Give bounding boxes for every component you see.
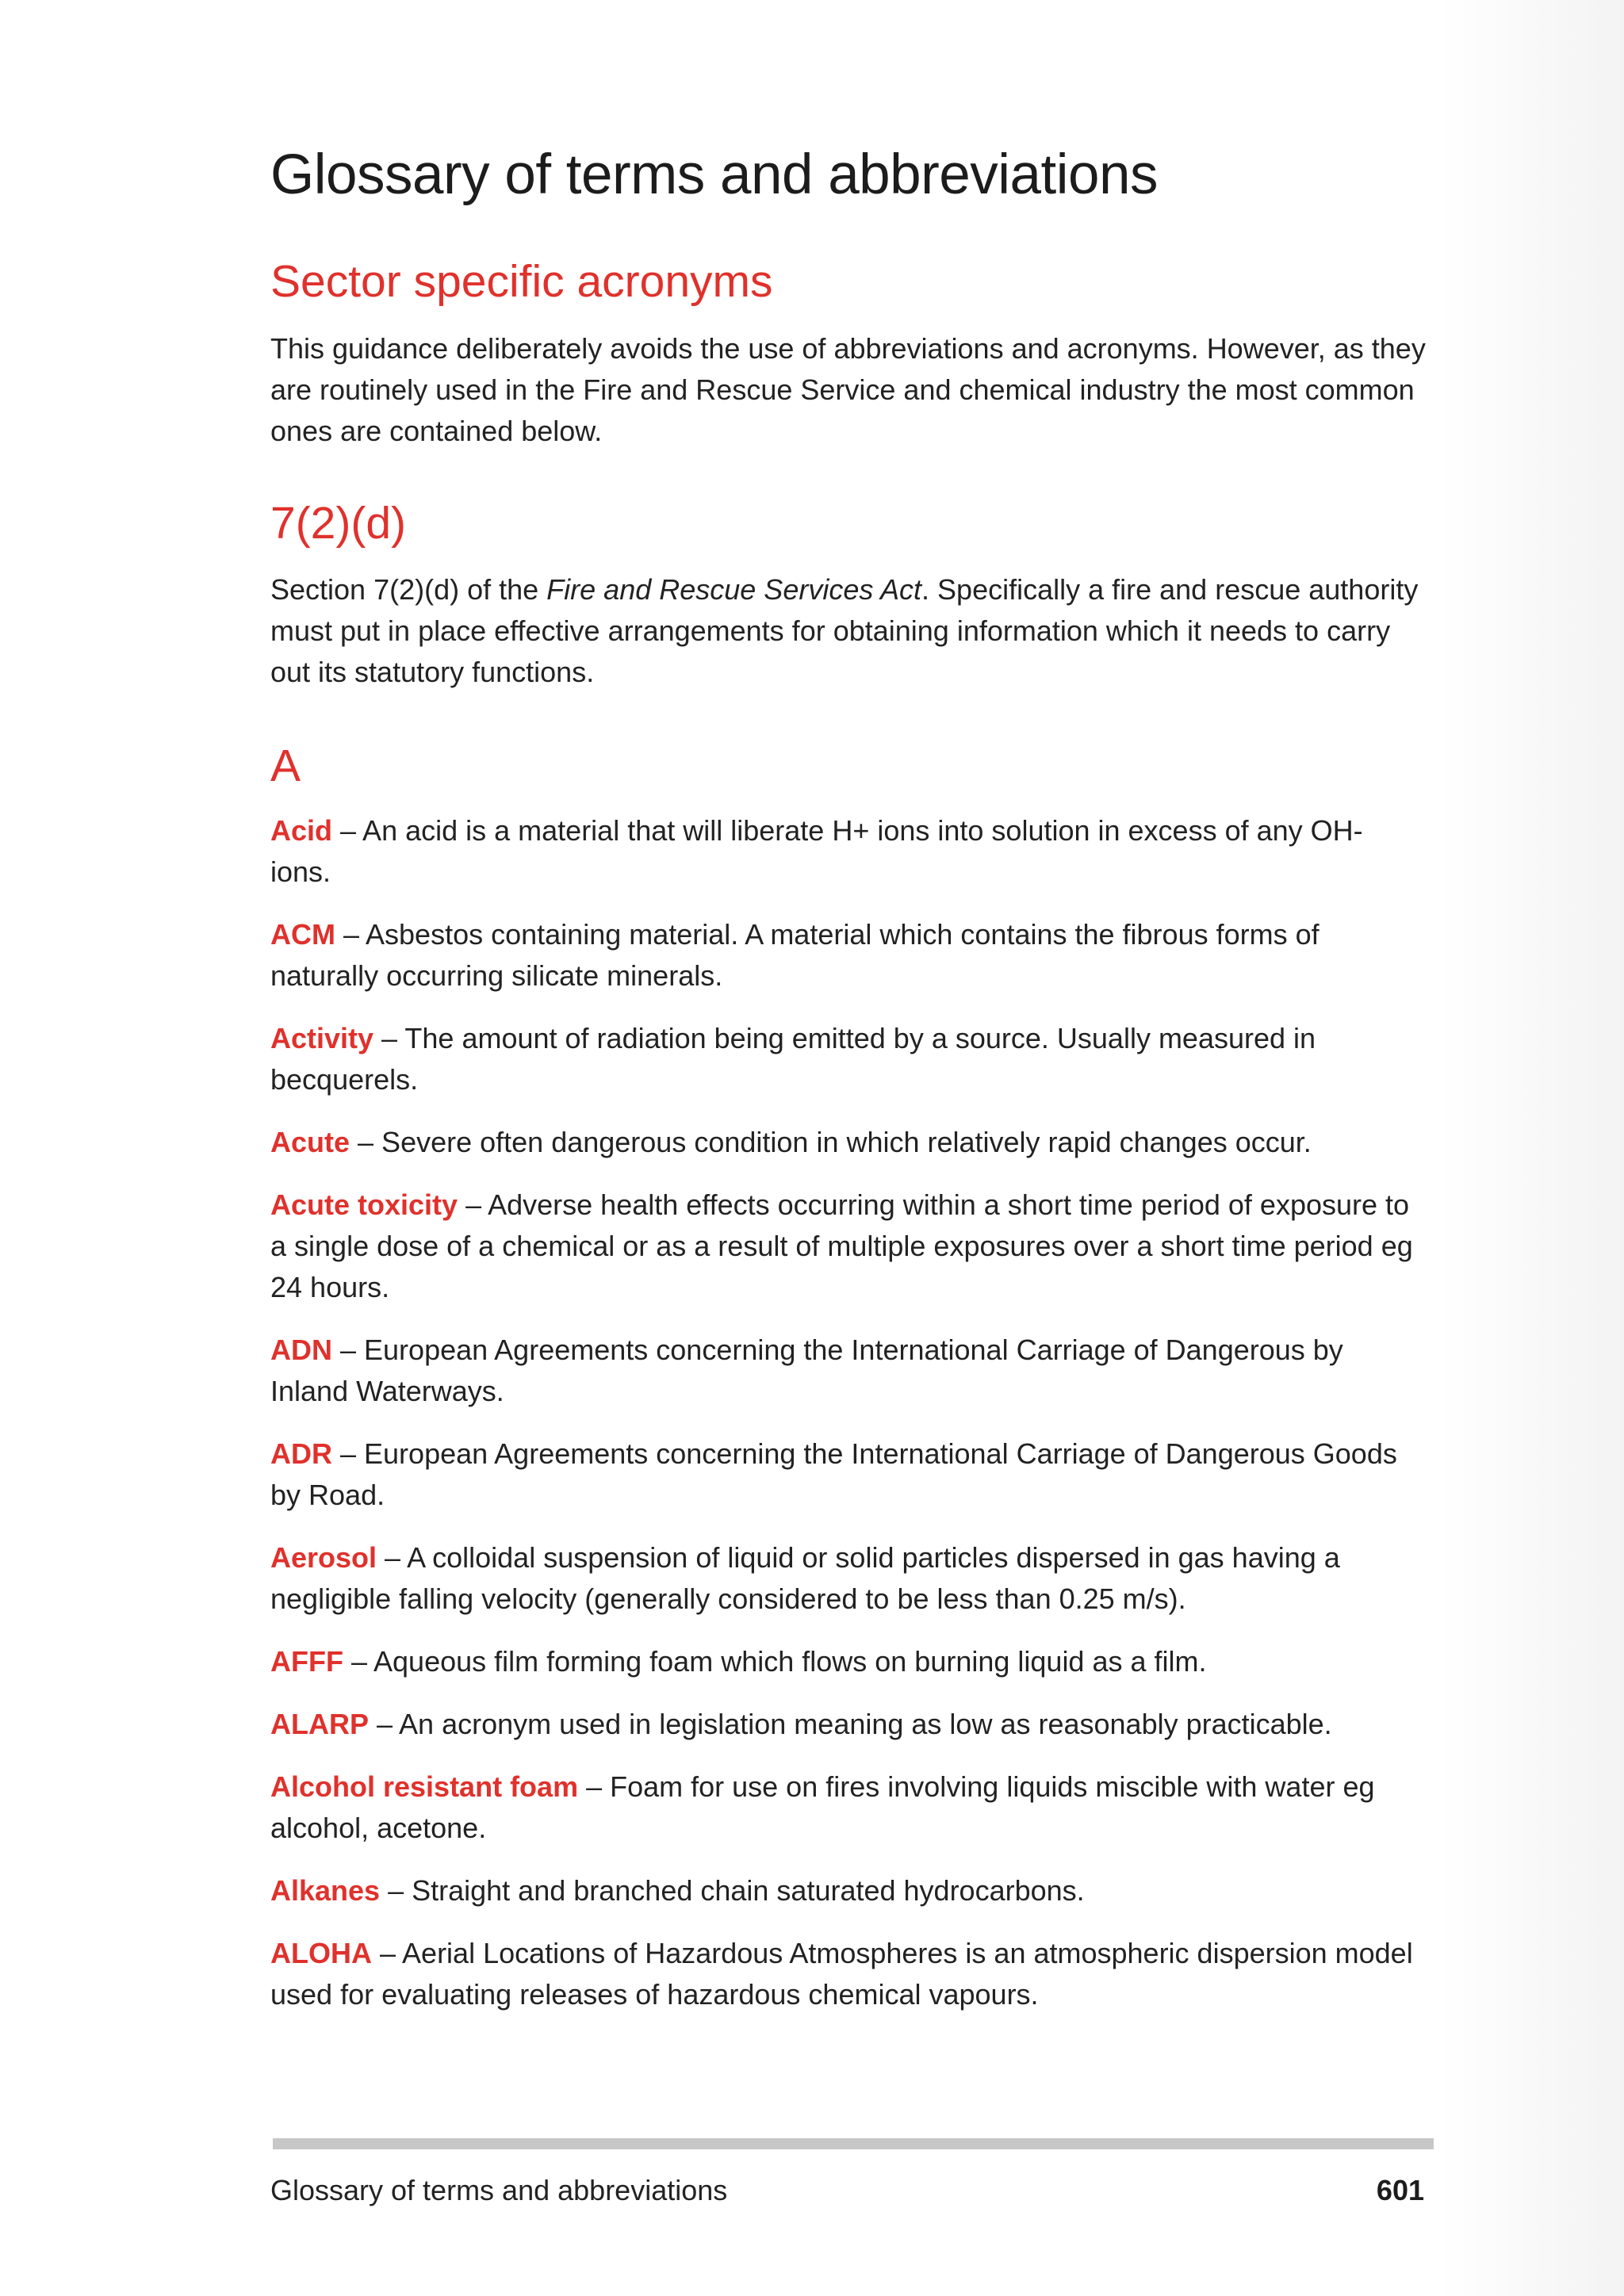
sector-intro-text: This guidance deliberately avoids the use of abbreviations and acronyms. However, as they are routinely used in the Fire and Rescue Service and chemical industry the most common ones are contained below.: [270, 331, 1426, 447]
glossary-entry: [270, 1330, 1428, 1412]
glossary-term: Acute: [270, 1126, 350, 1159]
glossary-list: [270, 810, 1428, 2015]
glossary-definition: – Aerial Locations of Hazardous Atmospheres is an atmospheric dispersion model used for evaluating releases of hazardous chemical vapours.: [270, 1937, 1413, 2011]
page-edge-shade: [1440, 0, 1624, 2296]
glossary-entry: [270, 1704, 1428, 1745]
glossary-entry: [270, 810, 1428, 893]
footer-label: Glossary of terms and abbreviations: [270, 2174, 728, 2206]
glossary-definition: – A colloidal suspension of liquid or solid particles dispersed in gas having a negligible falling velocity (generally considered to be less than 0.25 m/s).: [270, 1541, 1340, 1616]
section-7-text-after: . Specifically a fire and rescue authority must put in place effective arrangements for obtaining information which it needs to carry out its statutory functions.: [270, 572, 1419, 688]
glossary-definition: – Adverse health effects occurring within a short time period of exposure to a single dose of a chemical or as a result of multiple exposures over a short time period eg 24 hours.: [270, 1188, 1413, 1304]
glossary-term: ALARP: [270, 1708, 369, 1741]
document-page: [270, 141, 1428, 2037]
glossary-term: Acid: [270, 814, 333, 848]
glossary-definition: – Foam for use on fires involving liquids miscible with water eg alcohol, acetone.: [270, 1770, 1375, 1845]
glossary-entry: [270, 1018, 1428, 1100]
section-7-text-before: Section 7(2)(d) of the: [270, 572, 547, 606]
section-7-heading: 7(2)(d): [270, 497, 407, 549]
glossary-term: ALOHA: [270, 1937, 372, 1970]
glossary-term: AFFF: [270, 1645, 343, 1678]
letter-a-heading: A: [270, 740, 301, 791]
glossary-entry: [270, 914, 1428, 997]
glossary-definition: – Asbestos containing material. A material which contains the fibrous forms of naturally occurring silicate minerals.: [270, 918, 1320, 993]
glossary-entry: [270, 1766, 1428, 1849]
glossary-definition: – Straight and branched chain saturated hydrocarbons.: [380, 1874, 1085, 1908]
glossary-definition: – An acid is a material that will liberate H+ ions into solution in excess of any OH- ions.: [270, 814, 1363, 889]
page-title: Glossary of terms and abbreviations: [270, 144, 1159, 206]
footer-divider: [273, 2138, 1434, 2149]
glossary-term: Acute toxicity: [270, 1188, 458, 1222]
glossary-definition: – The amount of radiation being emitted by a source. Usually measured in becquerels.: [270, 1022, 1316, 1096]
glossary-entry: [270, 1122, 1428, 1163]
glossary-entry: [270, 1537, 1428, 1620]
glossary-entry: [270, 1641, 1428, 1682]
page-number: 601: [1376, 2174, 1424, 2206]
act-name: Fire and Rescue Services Act: [546, 572, 922, 606]
glossary-definition: – An acronym used in legislation meaning as low as reasonably practicable.: [369, 1708, 1332, 1741]
glossary-definition: – European Agreements concerning the International Carriage of Dangerous by Inland Waterways.: [270, 1334, 1343, 1408]
glossary-definition: – Severe often dangerous condition in which relatively rapid changes occur.: [350, 1126, 1312, 1159]
glossary-definition: – Aqueous film forming foam which flows on burning liquid as a film.: [343, 1645, 1207, 1678]
section-7-text: [270, 569, 1428, 693]
glossary-term: Alkanes: [270, 1874, 381, 1908]
glossary-entry: [270, 1870, 1428, 1911]
glossary-term: ADN: [270, 1334, 332, 1367]
glossary-term: Alcohol resistant foam: [270, 1770, 579, 1804]
sector-heading: Sector specific acronyms: [270, 256, 773, 308]
glossary-entry: [270, 1933, 1428, 2015]
glossary-term: Aerosol: [270, 1541, 377, 1575]
glossary-term: Activity: [270, 1022, 374, 1055]
glossary-entry: [270, 1184, 1428, 1308]
glossary-term: ADR: [270, 1437, 332, 1471]
glossary-term: ACM: [270, 918, 335, 951]
glossary-definition: – European Agreements concerning the International Carriage of Dangerous Goods by Road.: [270, 1437, 1397, 1512]
glossary-entry: [270, 1433, 1428, 1516]
